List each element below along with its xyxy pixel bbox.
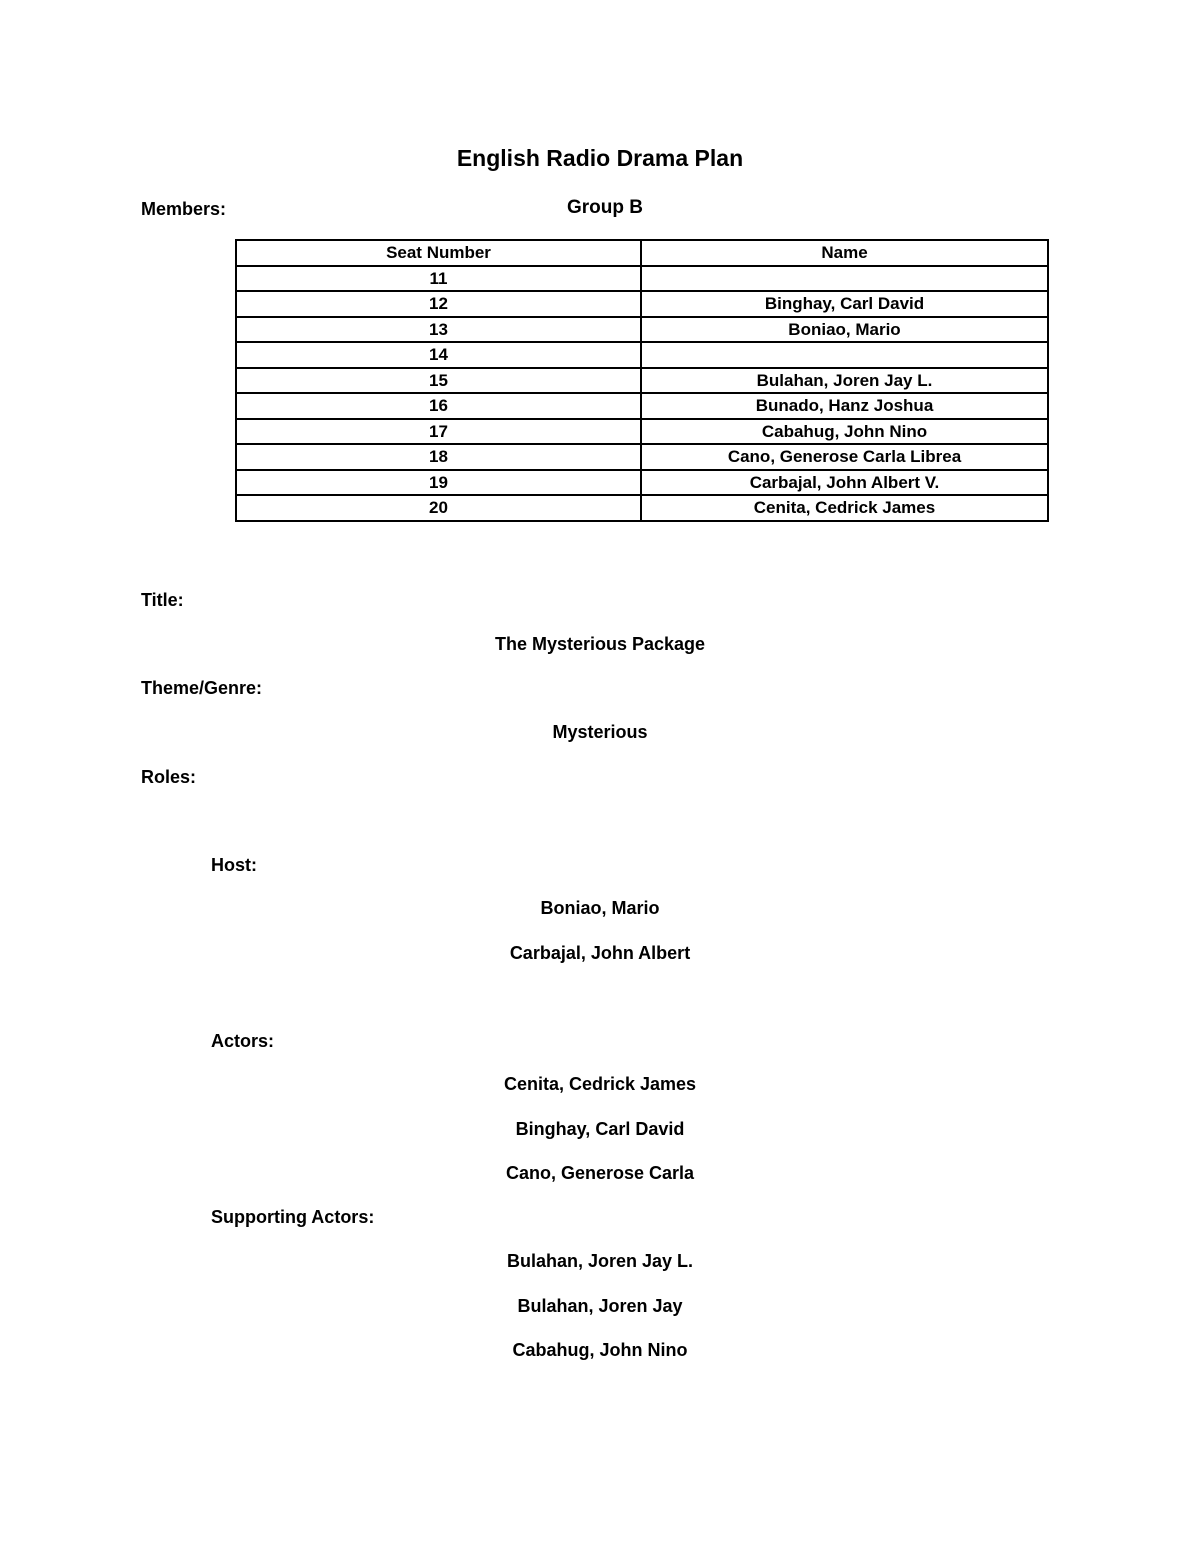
name-cell: Cabahug, John Nino xyxy=(641,419,1048,445)
theme-label: Theme/Genre: xyxy=(141,678,263,698)
name-cell: Binghay, Carl David xyxy=(641,291,1048,317)
seat-number-cell: 18 xyxy=(236,444,641,470)
table-row xyxy=(236,291,1048,317)
seat-number-cell: 12 xyxy=(236,291,641,317)
name-cell xyxy=(641,342,1048,368)
actor-name: Binghay, Carl David xyxy=(515,1119,685,1139)
supporting-actor-name: Cabahug, John Nino xyxy=(512,1340,688,1360)
supporting-actor-name: Bulahan, Joren Jay xyxy=(517,1296,683,1316)
table-row xyxy=(236,393,1048,419)
name-cell: Boniao, Mario xyxy=(641,317,1048,343)
table-row xyxy=(236,266,1048,292)
table-row xyxy=(236,419,1048,445)
table-header-row xyxy=(236,240,1048,266)
actors-label: Actors: xyxy=(211,1031,275,1051)
table-row xyxy=(236,368,1048,394)
host-name: Boniao, Mario xyxy=(540,898,660,918)
table-row xyxy=(236,444,1048,470)
table-row xyxy=(236,495,1048,521)
document-title: English Radio Drama Plan xyxy=(456,145,744,171)
seat-number-cell: 11 xyxy=(236,266,641,292)
name-cell xyxy=(641,266,1048,292)
supporting-actor-name: Bulahan, Joren Jay L. xyxy=(506,1251,694,1271)
roles-label: Roles: xyxy=(141,767,197,787)
actor-name: Cano, Generose Carla xyxy=(505,1163,695,1183)
name-header: Name xyxy=(641,240,1048,266)
host-label: Host: xyxy=(211,855,257,875)
members-label: Members: xyxy=(141,199,227,219)
actor-name: Cenita, Cedrick James xyxy=(503,1074,697,1094)
group-label: Group B xyxy=(567,197,643,218)
title-label: Title: xyxy=(141,590,184,610)
members-table xyxy=(235,239,1049,522)
seat-number-cell: 17 xyxy=(236,419,641,445)
table-row xyxy=(236,317,1048,343)
seat-number-cell: 16 xyxy=(236,393,641,419)
seat-number-cell: 13 xyxy=(236,317,641,343)
drama-title: The Mysterious Package xyxy=(494,634,706,654)
seat-number-cell: 19 xyxy=(236,470,641,496)
seat-number-cell: 20 xyxy=(236,495,641,521)
name-cell: Cano, Generose Carla Librea xyxy=(641,444,1048,470)
seat-number-cell: 15 xyxy=(236,368,641,394)
table-row xyxy=(236,342,1048,368)
host-name: Carbajal, John Albert xyxy=(509,943,691,963)
name-cell: Cenita, Cedrick James xyxy=(641,495,1048,521)
supporting-actors-label: Supporting Actors: xyxy=(211,1207,375,1227)
name-cell: Carbajal, John Albert V. xyxy=(641,470,1048,496)
table-row xyxy=(236,470,1048,496)
name-cell: Bunado, Hanz Joshua xyxy=(641,393,1048,419)
theme-value: Mysterious xyxy=(552,722,648,742)
seat-number-header: Seat Number xyxy=(236,240,641,266)
name-cell: Bulahan, Joren Jay L. xyxy=(641,368,1048,394)
seat-number-cell: 14 xyxy=(236,342,641,368)
